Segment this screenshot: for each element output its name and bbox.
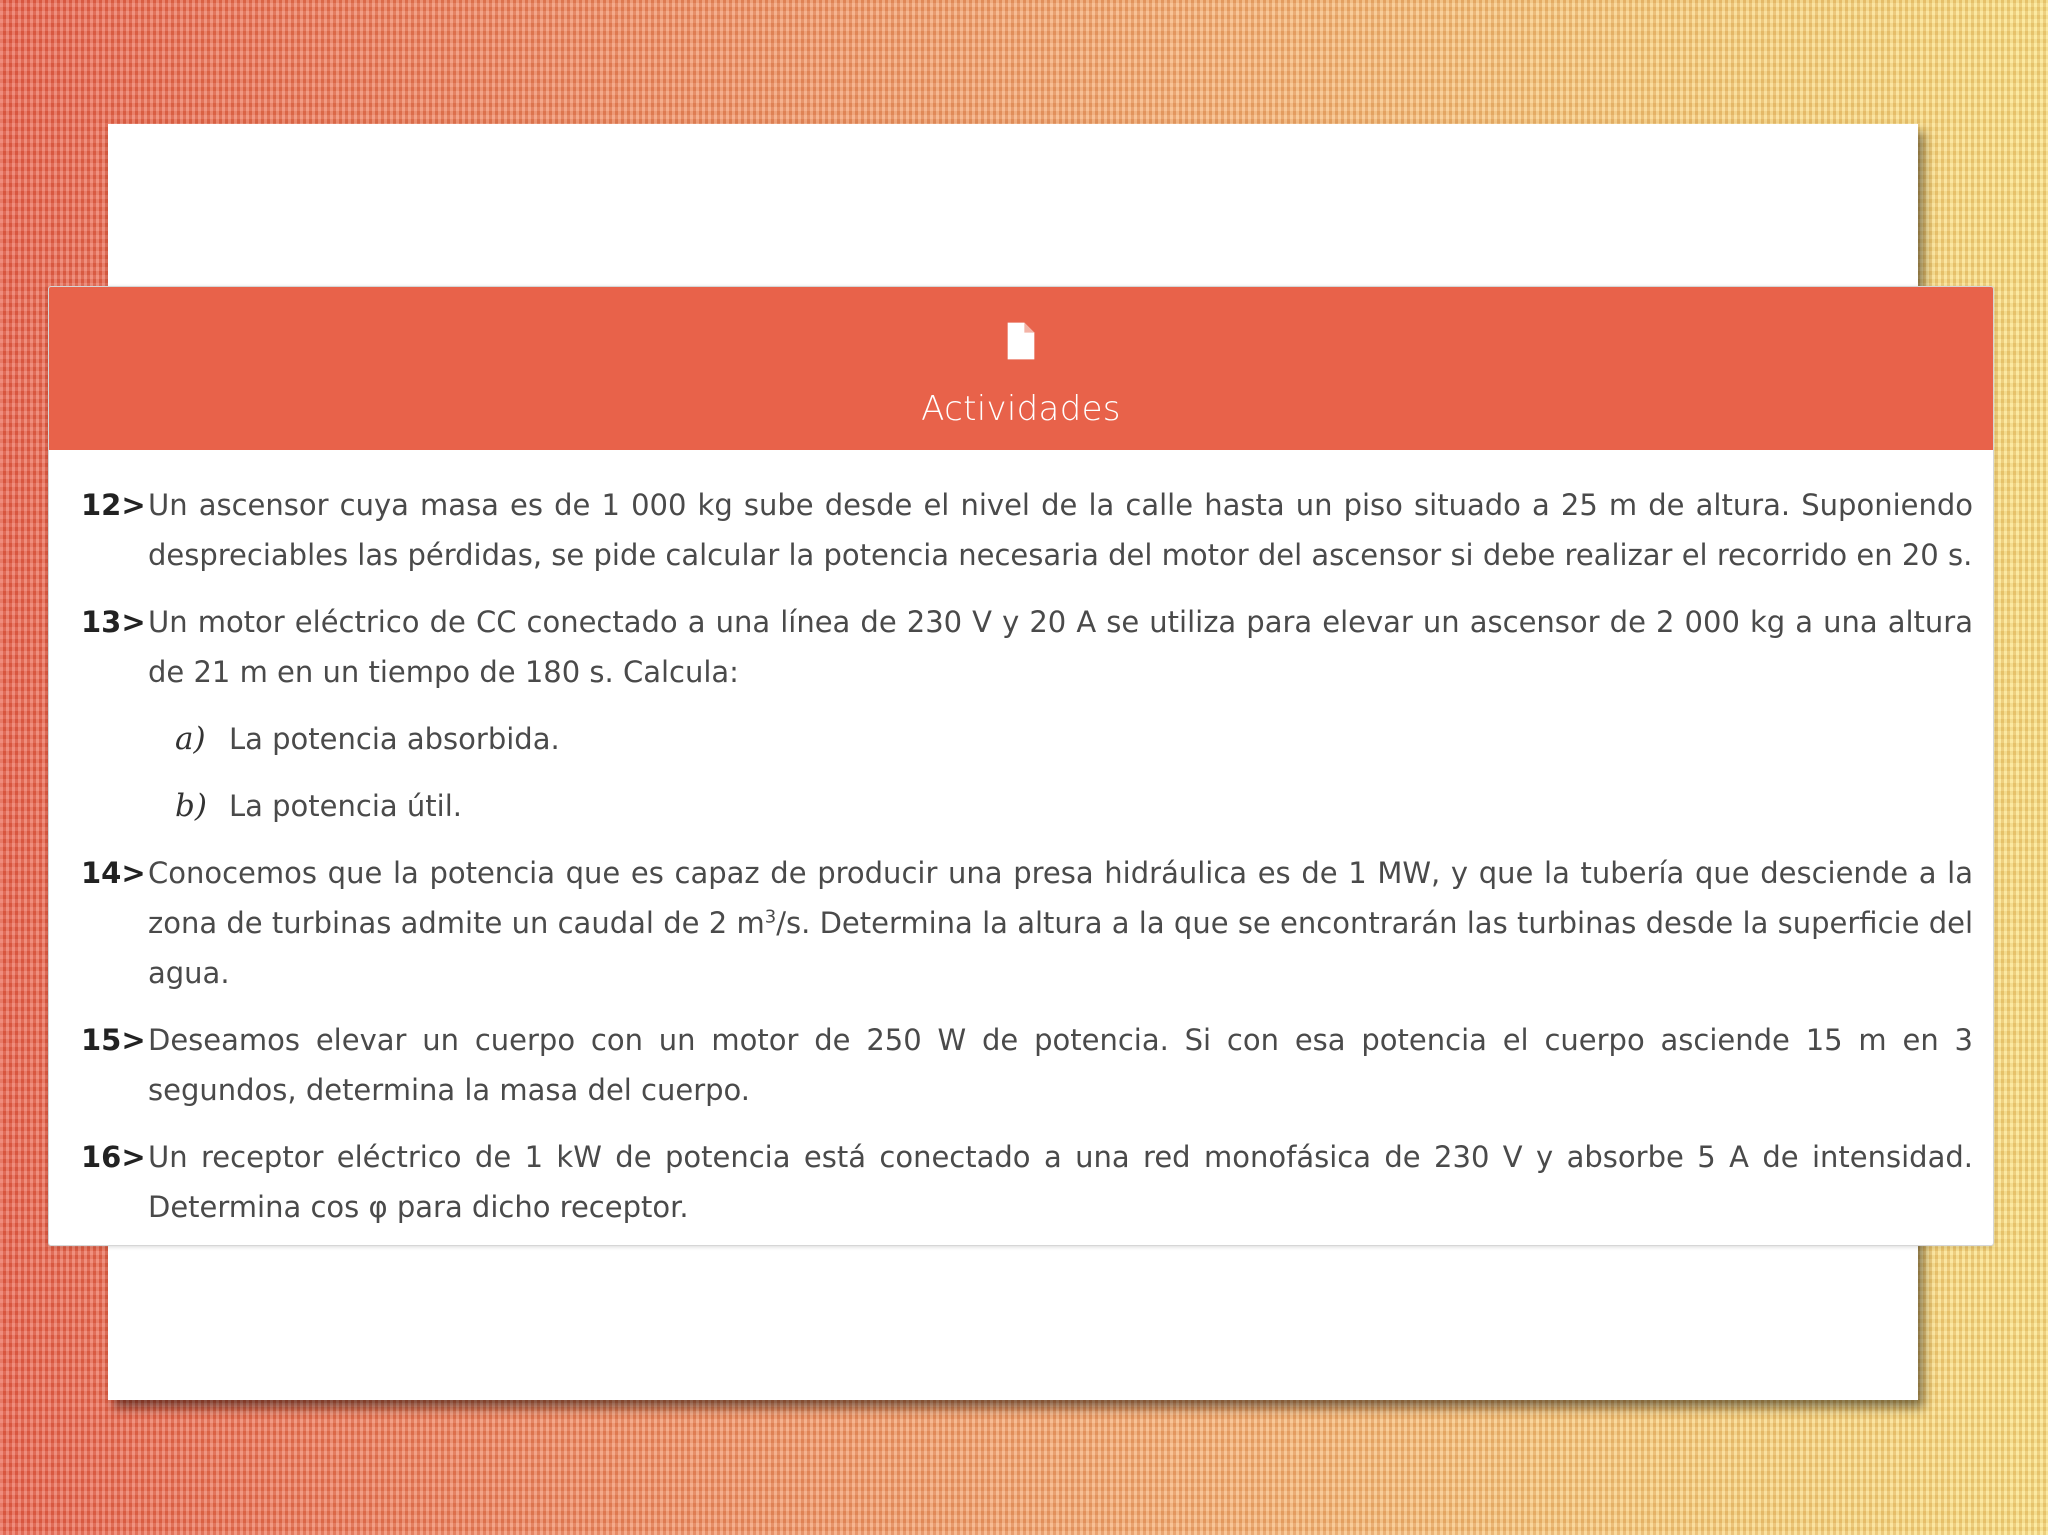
- activity-text: Un receptor eléctrico de 1 kW de potencia está conectado a una red monofásica de 230 V y absorbe 5 A de intensidad. Determina cos φ para dicho receptor.: [148, 1140, 1973, 1224]
- superscript: 3: [764, 906, 777, 928]
- activity-13-subitem-b: [175, 781, 1973, 831]
- subitem-text: La potencia útil.: [229, 789, 462, 823]
- activity-13-subitem-a: [175, 714, 1973, 764]
- activity-number: 13>: [81, 605, 146, 639]
- card-header: [49, 287, 1993, 450]
- activity-15: [81, 1015, 1973, 1115]
- activity-text: Un motor eléctrico de CC conectado a una línea de 230 V y 20 A se utiliza para elevar un ascensor de 2 000 kg a una altura de 21 m en un tiempo de 180 s. Calcula:: [148, 605, 1973, 689]
- activity-13: [81, 597, 1973, 697]
- subitem-text: La potencia absorbida.: [229, 722, 560, 756]
- activity-text: Un ascensor cuya masa es de 1 000 kg sube desde el nivel de la calle hasta un piso situado a 25 m de altura. Suponiendo despreciables las pérdidas, se pide calcular la potencia necesaria del motor del ascensor si debe realizar el recorrido en 20 s.: [148, 488, 1973, 572]
- activity-12: [81, 480, 1973, 580]
- activity-16: [81, 1132, 1973, 1232]
- subitem-label: b): [175, 788, 207, 824]
- card-title: Actividades: [921, 389, 1121, 429]
- activity-text: [148, 848, 1973, 998]
- activity-14: [81, 848, 1973, 998]
- activities-card: [48, 286, 1994, 1246]
- activity-number: 16>: [81, 1140, 146, 1174]
- activity-text-part: Conocemos que la potencia que es capaz de producir una presa hidráulica es de 1 MW, y que la tubería que desciende a la zona de turbinas admite un caudal de 2 m: [148, 856, 1973, 940]
- activities-list: [49, 450, 1993, 1232]
- activity-text: Deseamos elevar un cuerpo con un motor de 250 W de potencia. Si con esa potencia el cuerpo asciende 15 m en 3 segundos, determina la masa del cuerpo.: [148, 1023, 1973, 1107]
- activity-number: 14>: [81, 856, 146, 890]
- subitem-label: a): [175, 721, 206, 757]
- activity-number: 12>: [81, 488, 146, 522]
- document-icon: [1001, 321, 1041, 361]
- activity-text-part: /s. Determina la altura a la que se encontrarán las turbinas desde la superficie del agua.: [148, 906, 1973, 990]
- activity-number: 15>: [81, 1023, 146, 1057]
